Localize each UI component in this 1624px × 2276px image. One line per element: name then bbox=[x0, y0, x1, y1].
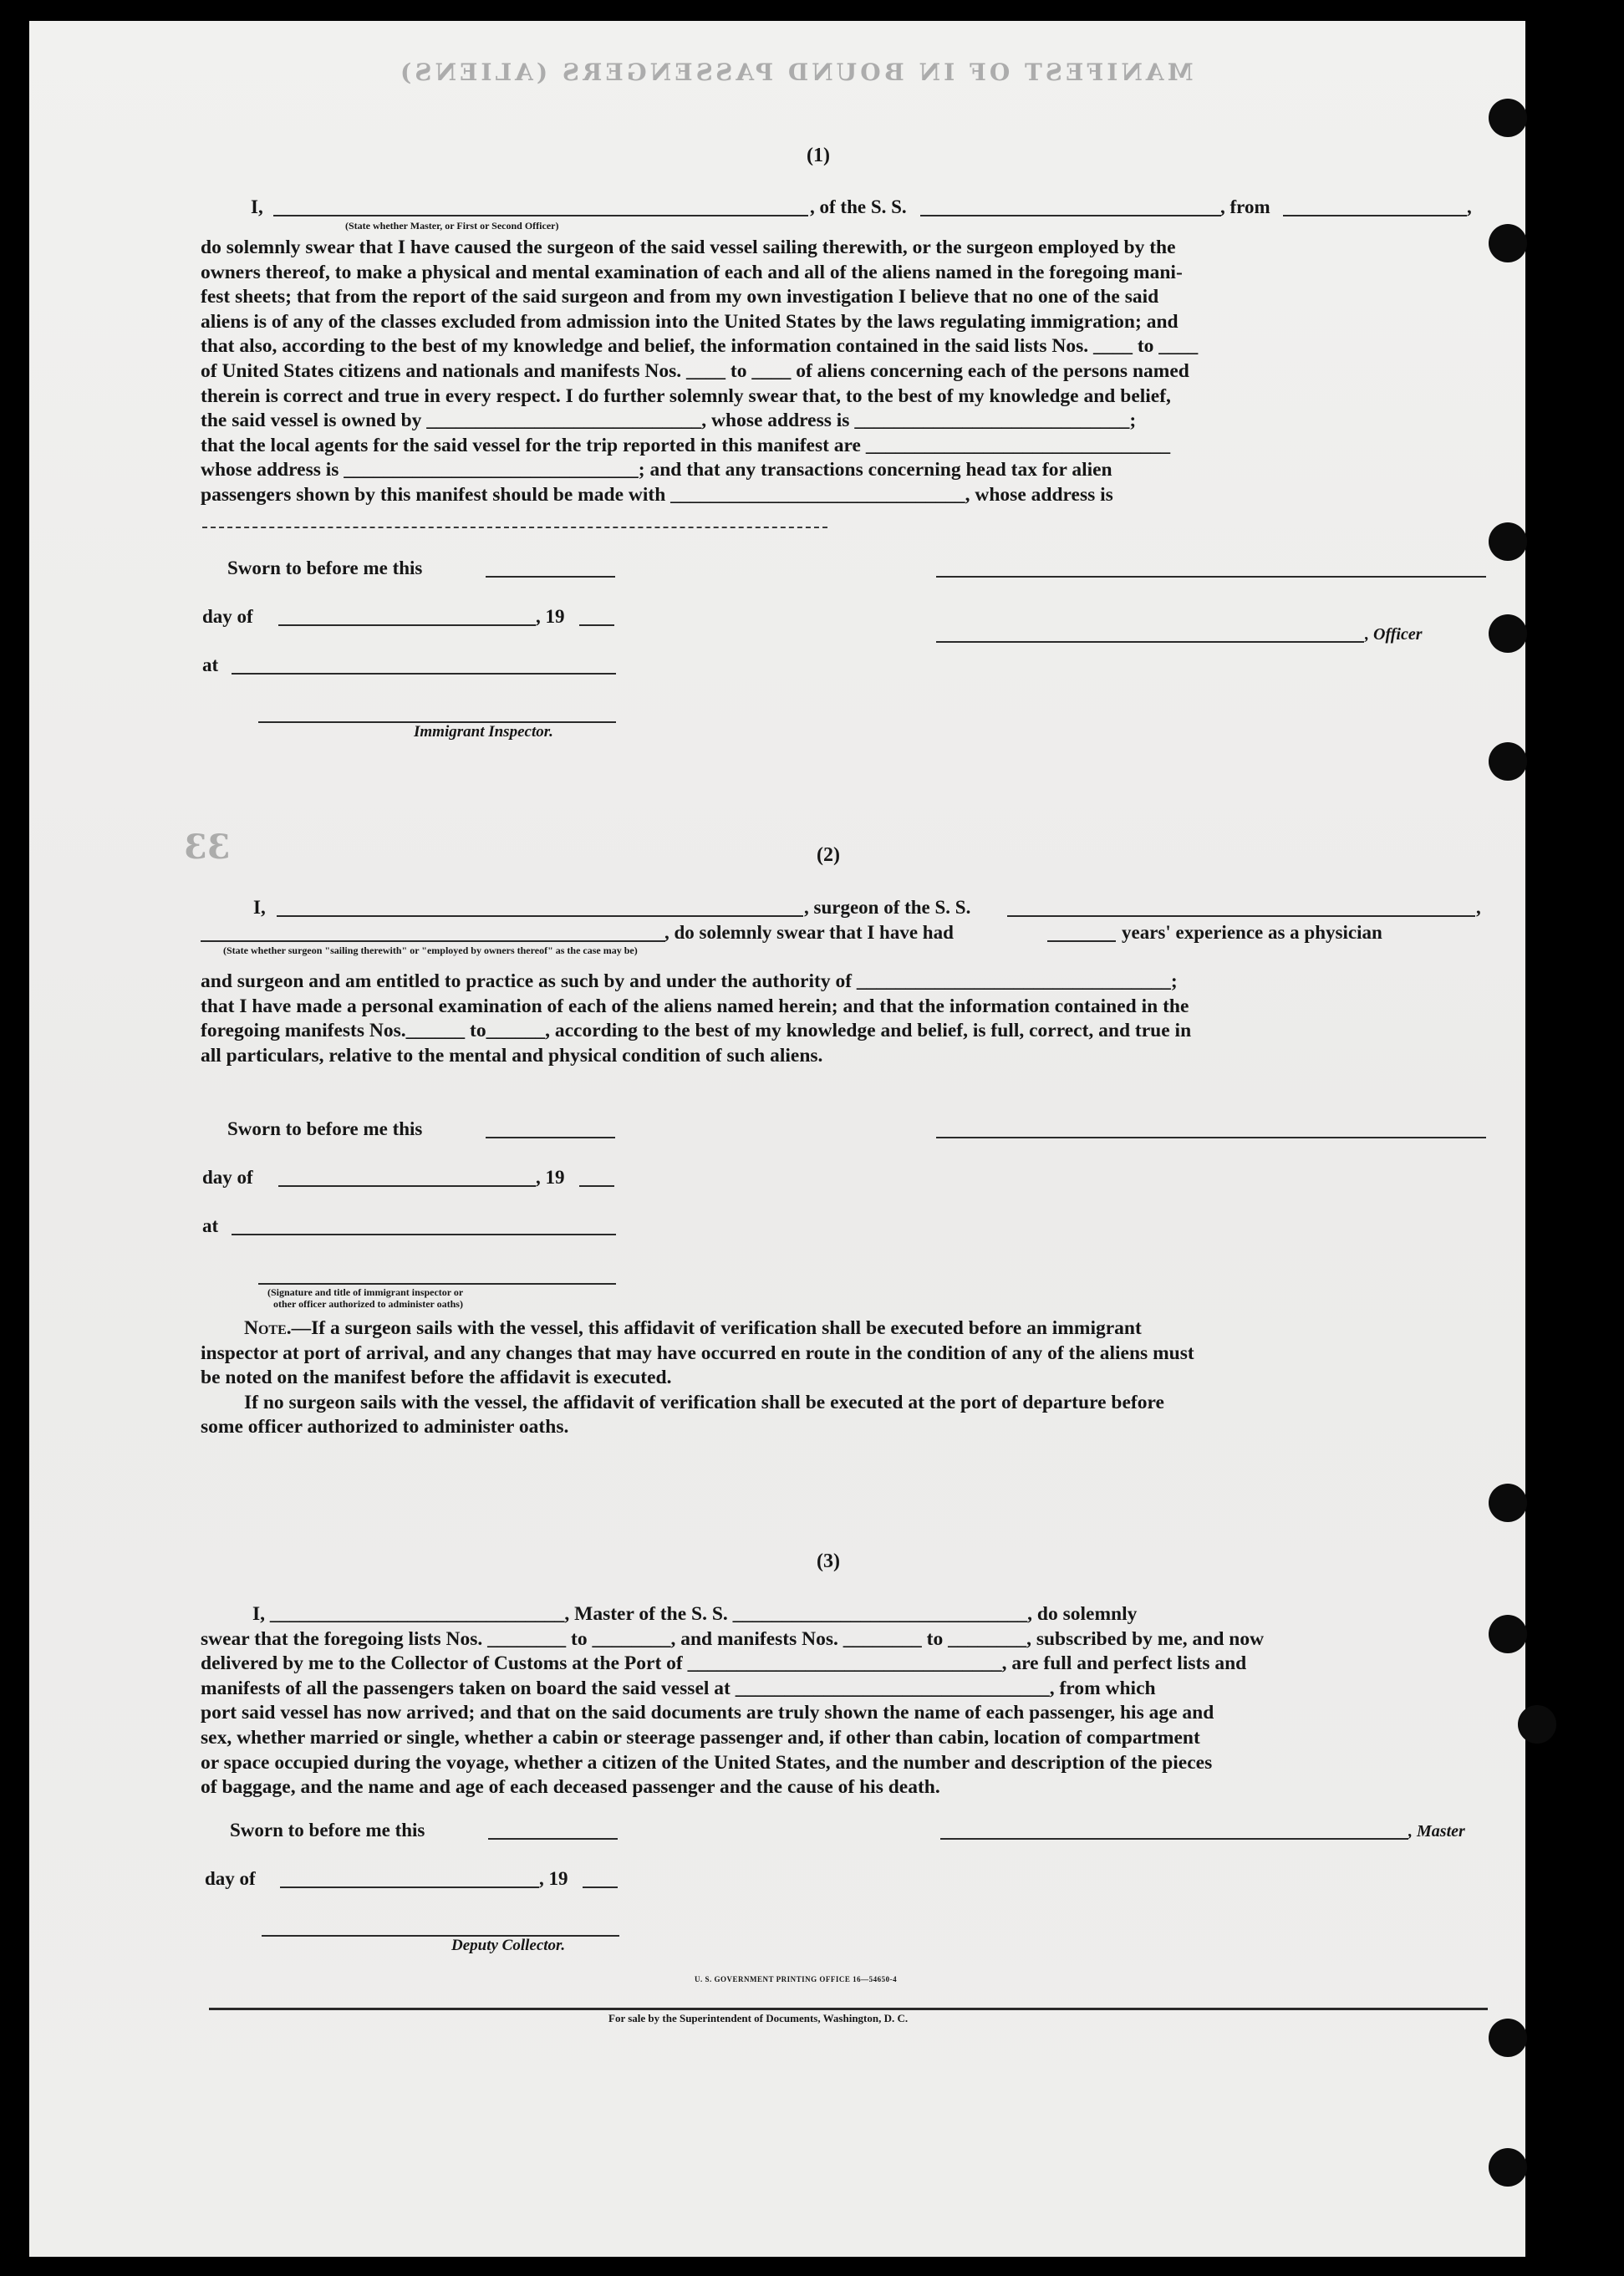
s1-officer-signature-line-1 bbox=[936, 576, 1486, 578]
s2-line1-end: , bbox=[1476, 897, 1481, 918]
punch-hole bbox=[1489, 224, 1527, 262]
s3-text-line: of baggage, and the name and age of each deceased passenger and the cause of his death. bbox=[201, 1776, 940, 1799]
footer-sale-text: For sale by the Superintendent of Documents, Washington, D. C. bbox=[608, 2012, 909, 2024]
footer-rule bbox=[209, 2008, 1488, 2010]
punch-hole bbox=[1489, 2148, 1527, 2187]
s1-at-line bbox=[232, 673, 616, 675]
s2-signature-line bbox=[936, 1137, 1486, 1138]
s1-text-line: do solemnly swear that I have caused the surgeon of the said vessel sailing therewith, or the surgeon employed by the bbox=[201, 237, 1176, 258]
section-2-number: (2) bbox=[817, 844, 840, 866]
s2-sworn-line bbox=[486, 1137, 615, 1138]
punch-hole bbox=[1489, 522, 1527, 561]
s3-text-line: I, ______________________________, Master of the S. S. ______________________________, do solemnly bbox=[252, 1603, 1138, 1625]
s2-note-paragraph bbox=[201, 1316, 1486, 1440]
s1-line1-from: , from bbox=[1220, 196, 1270, 217]
s2-signature-caption-line: other officer authorized to administer oaths) bbox=[273, 1298, 463, 1310]
s1-year-label: , 19 bbox=[536, 606, 565, 627]
punch-hole bbox=[1489, 99, 1527, 137]
s2-at-label: at bbox=[202, 1215, 219, 1236]
s1-text-line: fest sheets; that from the report of the said surgeon and from my own investigation I believe that no one of the said bbox=[201, 286, 1159, 308]
s2-text-line: all particulars, relative to the mental and physical condition of such aliens. bbox=[201, 1044, 823, 1067]
s3-text-line: swear that the foregoing lists Nos. ________ to ________, and manifests Nos. ________ to ________, subscribed by me, and now bbox=[201, 1627, 1265, 1650]
s1-inspector-label: Immigrant Inspector. bbox=[414, 723, 553, 741]
s2-line2-swear: , do solemnly swear that I have had bbox=[664, 922, 954, 943]
s3-text-line: manifests of all the passengers taken on board the said vessel at ________________________________, from which bbox=[201, 1677, 1156, 1699]
bleed-through-text: MANIFEST OF IN BOUND PASSENGERS (ALIENS) bbox=[397, 59, 1194, 86]
manifest-affidavit-page bbox=[29, 21, 1525, 2257]
punch-hole bbox=[1489, 1484, 1527, 1522]
s2-day-line bbox=[278, 1185, 536, 1187]
s2-inspector-signature-line bbox=[258, 1283, 616, 1285]
s2-line1-i: I, bbox=[253, 897, 266, 918]
s3-sworn-line bbox=[488, 1838, 618, 1840]
s2-note-line: inspector at port of arrival, and any changes that may have occurred en route in the condition of any of the aliens must bbox=[201, 1342, 1194, 1364]
s1-at-label: at bbox=[202, 654, 219, 675]
section-3-number: (3) bbox=[817, 1550, 840, 1572]
punch-hole bbox=[1489, 742, 1527, 781]
s1-officer-signature-line-2 bbox=[936, 641, 1364, 643]
bleed-through-number: 33 bbox=[184, 827, 231, 867]
s1-day-of-label: day of bbox=[202, 606, 253, 627]
s1-text-line: aliens is of any of the classes excluded from admission into the United States by the laws regulating immigration; and bbox=[201, 310, 1179, 333]
section-1-number: (1) bbox=[807, 145, 830, 166]
s3-day-of-label: day of bbox=[205, 1868, 256, 1889]
s2-note-text: —If a surgeon sails with the vessel, this affidavit of verification shall be executed before an immigrant bbox=[291, 1317, 1142, 1339]
s1-text-line: the said vessel is owned by ____________________________, whose address is ____________________________; bbox=[201, 410, 1137, 432]
s2-year-line bbox=[579, 1185, 614, 1187]
s2-text-line: foregoing manifests Nos.______ to______, according to the best of my knowledge and belief, is full, correct, and true in bbox=[201, 1020, 1192, 1042]
s3-deputy-label: Deputy Collector. bbox=[451, 1937, 566, 1954]
s2-signature-caption-line: (Signature and title of immigrant inspector or bbox=[267, 1286, 464, 1298]
s2-note-line: If no surgeon sails with the vessel, the affidavit of verification shall be executed at the port of departure before bbox=[244, 1391, 1164, 1413]
s2-line1-surgeon-of-ss: , surgeon of the S. S. bbox=[804, 897, 971, 918]
s3-master-label: , Master bbox=[1408, 1822, 1465, 1841]
punch-hole bbox=[1489, 2019, 1527, 2057]
s1-sworn-line bbox=[486, 576, 615, 578]
s1-officer-caption: (State whether Master, or First or Second Officer) bbox=[345, 220, 559, 232]
s2-note-line bbox=[201, 1316, 1486, 1342]
punch-hole bbox=[1489, 1615, 1527, 1653]
s1-line1-i: I, bbox=[251, 196, 263, 217]
s1-officer-label: , Officer bbox=[1365, 625, 1423, 644]
s1-text-line: passengers shown by this manifest should be made with ______________________________, whose address is bbox=[201, 483, 1113, 506]
s1-text-line: that also, according to the best of my knowledge and belief, the information contained in the said lists Nos. ____ to ____ bbox=[201, 335, 1199, 358]
s2-text-line: that I have made a personal examination of each of the aliens named herein; and that the information contained in the bbox=[201, 995, 1189, 1017]
s1-text-line: that the local agents for the said vessel for the trip reported in this manifest are _______________________________ bbox=[201, 434, 1171, 456]
s2-line2-years: years' experience as a physician bbox=[1122, 922, 1382, 943]
s1-ship-name-line bbox=[920, 215, 1221, 216]
s1-line1-end: , bbox=[1467, 196, 1472, 217]
s3-text-line: delivered by me to the Collector of Customs at the Port of ________________________________, are full and perfect lists and bbox=[201, 1652, 1247, 1675]
s2-years-line bbox=[1047, 940, 1116, 942]
s2-surgeon-name-line bbox=[277, 915, 803, 917]
s1-line1-of-ss: , of the S. S. bbox=[810, 196, 907, 217]
s2-ship-name-line bbox=[1007, 915, 1475, 917]
s1-text-line: therein is correct and true in every respect. I do further solemnly swear that, to the best of my knowledge and belief, bbox=[201, 384, 1171, 407]
s2-year-label: , 19 bbox=[536, 1167, 565, 1188]
s3-master-signature-line bbox=[940, 1838, 1408, 1840]
s1-oath-paragraph bbox=[201, 236, 1486, 508]
s2-day-of-label: day of bbox=[202, 1167, 253, 1188]
s3-text-line: or space occupied during the voyage, whether a citizen of the United States, and the number and description of the pieces bbox=[201, 1751, 1213, 1774]
s2-note-line: some officer authorized to administer oaths. bbox=[201, 1416, 569, 1438]
s3-day-line bbox=[280, 1886, 539, 1888]
s1-year-line bbox=[579, 624, 614, 626]
s1-day-line bbox=[278, 624, 536, 626]
s1-officer-name-line bbox=[273, 215, 808, 216]
punch-hole bbox=[1489, 614, 1527, 653]
gpo-imprint: U. S. GOVERNMENT PRINTING OFFICE 16—54650-4 bbox=[695, 1975, 898, 1983]
s1-sworn-label: Sworn to before me this bbox=[227, 558, 423, 578]
s1-text-line: of United States citizens and nationals and manifests Nos. ____ to ____ of aliens concerning each of the persons named bbox=[201, 359, 1189, 382]
s1-from-port-line bbox=[1283, 215, 1467, 216]
s2-at-line bbox=[232, 1234, 616, 1235]
s2-text-line: and surgeon and am entitled to practice as such by and under the authority of ________________________________; bbox=[201, 970, 1178, 992]
s3-year-line bbox=[583, 1886, 618, 1888]
s3-year-label: , 19 bbox=[539, 1868, 568, 1889]
s2-sworn-label: Sworn to before me this bbox=[227, 1118, 423, 1139]
s3-deputy-signature-line bbox=[262, 1935, 619, 1937]
s3-oath-paragraph bbox=[201, 1602, 1486, 1800]
s1-text-line: owners thereof, to make a physical and mental examination of each and all of the aliens named in the foregoing mani- bbox=[201, 261, 1183, 283]
s2-surgeon-type-line bbox=[201, 940, 665, 942]
s3-text-line: port said vessel has now arrived; and that on the said documents are truly shown the name of each passenger, his age and bbox=[201, 1702, 1214, 1724]
s2-oath-paragraph bbox=[201, 970, 1486, 1068]
punch-hole bbox=[1518, 1705, 1556, 1744]
s3-sworn-label: Sworn to before me this bbox=[230, 1820, 425, 1841]
s1-address-continuation-line bbox=[202, 527, 827, 528]
s2-note-head: Note. bbox=[244, 1317, 292, 1339]
s2-surgeon-type-caption: (State whether surgeon "sailing therewith" or "employed by owners thereof" as the case may be) bbox=[223, 945, 638, 956]
s3-text-line: sex, whether married or single, whether a cabin or steerage passenger and, if other than cabin, location of compartment bbox=[201, 1726, 1200, 1749]
s2-note-line: be noted on the manifest before the affidavit is executed. bbox=[201, 1367, 672, 1389]
s1-text-line: whose address is ______________________________; and that any transactions concerning head tax for alien bbox=[201, 459, 1112, 481]
